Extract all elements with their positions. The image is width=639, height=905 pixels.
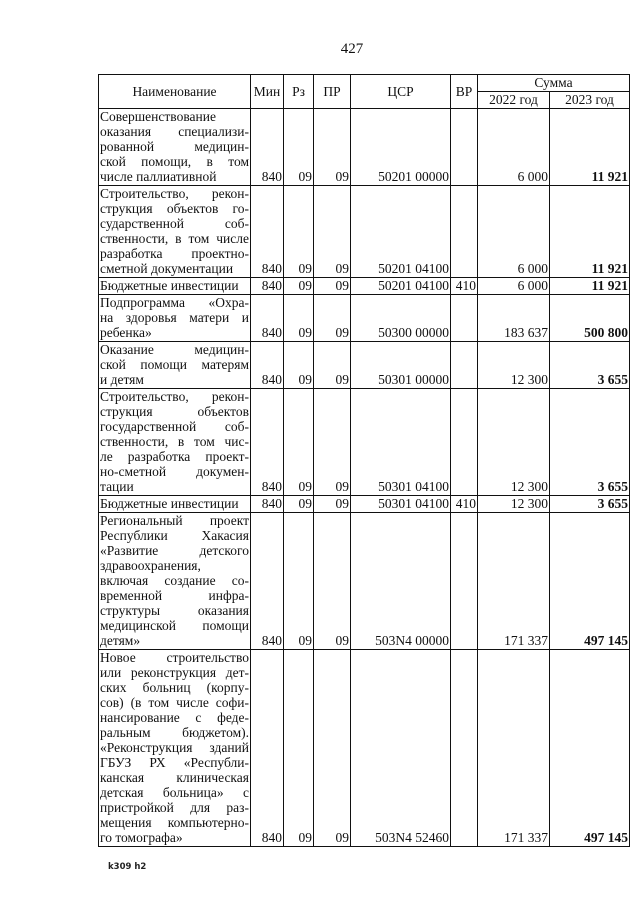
name-cell [99,513,251,650]
name-line: струкция объектов го- [100,201,249,216]
table-header [99,75,630,109]
name-line: ских больниц (корпу- [100,680,249,695]
y2022-cell: 171 337 [478,513,550,650]
name-line: детям» [100,633,141,648]
rz-cell: 09 [284,278,314,295]
name-line: но-сметной докумен- [100,464,249,479]
y2022-cell: 6 000 [478,278,550,295]
table-row [99,278,630,295]
name-line: сударственной соб- [100,216,249,231]
name-cell [99,342,251,389]
table-row [99,513,630,650]
name-cell [99,109,251,186]
vr-cell: 410 [451,278,478,295]
y2022-cell: 171 337 [478,650,550,847]
name-line: ственности, в том чис- [100,434,249,449]
name-cell [99,295,251,342]
name-line: Бюджетные инвестиции [100,496,239,511]
y2023-cell: 3 655 [550,389,630,496]
rz-cell: 09 [284,389,314,496]
name-line: числе паллиативной [100,169,217,184]
name-line: Региональный проект [100,513,249,528]
y2022-cell: 6 000 [478,186,550,278]
csr-cell: 50201 04100 [351,278,451,295]
csr-cell: 50301 04100 [351,496,451,513]
header-name: Наименование [99,75,251,109]
table-row [99,389,630,496]
csr-cell: 50201 00000 [351,109,451,186]
y2023-cell: 3 655 [550,342,630,389]
page-number: 427 [340,41,364,57]
csr-cell: 50301 00000 [351,342,451,389]
pr-cell: 09 [314,342,351,389]
budget-table [98,74,630,847]
name-cell [99,650,251,847]
y2022-cell: 183 637 [478,295,550,342]
rz-cell: 09 [284,186,314,278]
name-line: медицинской помощи [100,618,249,633]
y2022-cell: 6 000 [478,109,550,186]
header-2023: 2023 год [550,92,630,109]
name-line: здравоохранения, [100,558,201,573]
name-line: и детям [100,372,144,387]
header-sum: Сумма [478,75,630,92]
vr-cell: 410 [451,496,478,513]
y2023-cell: 497 145 [550,650,630,847]
name-cell [99,496,251,513]
header-csr: ЦСР [351,75,451,109]
rz-cell: 09 [284,650,314,847]
name-line: нансирование с феде- [100,710,249,725]
name-line: Строительство, рекон- [100,186,249,201]
header-min: Мин [251,75,284,109]
name-line: Подпрограмма «Охра- [100,295,249,310]
name-line: временной инфра- [100,588,249,603]
name-line: сов) (в том числе софи- [100,695,249,710]
name-line: сметной документации [100,261,234,276]
header-2022: 2022 год [478,92,550,109]
min-cell: 840 [251,186,284,278]
footer-code: k309 h2 [108,862,147,872]
y2022-cell: 12 300 [478,389,550,496]
table-row [99,295,630,342]
vr-cell [451,513,478,650]
name-cell [99,278,251,295]
name-line: Совершенствование [100,109,216,124]
csr-cell: 503N4 52460 [351,650,451,847]
name-line: государственной соб- [100,419,249,434]
name-line: оказания специализи- [100,124,249,139]
min-cell: 840 [251,109,284,186]
csr-cell: 503N4 00000 [351,513,451,650]
name-cell [99,389,251,496]
header-pr: ПР [314,75,351,109]
pr-cell: 09 [314,389,351,496]
name-line: разработка проектно- [100,246,249,261]
name-line: «Реконструкция зданий [100,740,249,755]
min-cell: 840 [251,342,284,389]
vr-cell [451,650,478,847]
y2023-cell: 3 655 [550,496,630,513]
min-cell: 840 [251,650,284,847]
pr-cell: 09 [314,650,351,847]
rz-cell: 09 [284,496,314,513]
table-row [99,109,630,186]
table-row [99,342,630,389]
pr-cell: 09 [314,496,351,513]
min-cell: 840 [251,389,284,496]
pr-cell: 09 [314,186,351,278]
name-line: Республики Хакасия [100,528,249,543]
name-line: го томографа» [100,830,183,845]
rz-cell: 09 [284,513,314,650]
name-cell [99,186,251,278]
name-line: ственности, в том числе [100,231,249,246]
min-cell: 840 [251,513,284,650]
name-line: Бюджетные инвестиции [100,278,239,293]
header-row [99,75,630,92]
y2023-cell: 11 921 [550,109,630,186]
pr-cell: 09 [314,109,351,186]
rz-cell: 09 [284,109,314,186]
name-line: ской помощи матерям [100,357,249,372]
table-body [99,109,630,847]
name-line: включая создание со- [100,573,249,588]
name-line: канская клиническая [100,770,249,785]
y2023-cell: 497 145 [550,513,630,650]
header-rz: Рз [284,75,314,109]
name-line: ральным бюджетом). [100,725,249,740]
name-line: Оказание медицин- [100,342,249,357]
vr-cell [451,389,478,496]
name-line: ле разработка проект- [100,449,249,464]
y2023-cell: 500 800 [550,295,630,342]
vr-cell [451,295,478,342]
name-line: на здоровья матери и [100,310,249,325]
name-line: детская больница» с [100,785,249,800]
name-line: Строительство, рекон- [100,389,249,404]
rz-cell: 09 [284,295,314,342]
pr-cell: 09 [314,278,351,295]
y2023-cell: 11 921 [550,278,630,295]
name-line: мещения компьютерно- [100,815,249,830]
vr-cell [451,342,478,389]
name-line: или реконструкция дет- [100,665,249,680]
header-vr: ВР [451,75,478,109]
name-line: ребенка» [100,325,152,340]
min-cell: 840 [251,295,284,342]
table-row [99,650,630,847]
name-line: тации [100,479,134,494]
min-cell: 840 [251,496,284,513]
csr-cell: 50301 04100 [351,389,451,496]
name-line: «Развитие детского [100,543,249,558]
name-line: рованной медицин- [100,139,249,154]
y2023-cell: 11 921 [550,186,630,278]
name-line: струкция объектов [100,404,249,419]
y2022-cell: 12 300 [478,342,550,389]
vr-cell [451,109,478,186]
table-row [99,496,630,513]
rz-cell: 09 [284,342,314,389]
min-cell: 840 [251,278,284,295]
name-line: Новое строительство [100,650,249,665]
pr-cell: 09 [314,513,351,650]
name-line: ской помощи, в том [100,154,249,169]
y2022-cell: 12 300 [478,496,550,513]
name-line: структуры оказания [100,603,249,618]
csr-cell: 50300 00000 [351,295,451,342]
table-row [99,186,630,278]
name-line: ГБУЗ РХ «Республи- [100,755,249,770]
csr-cell: 50201 04100 [351,186,451,278]
name-line: пристройкой для раз- [100,800,249,815]
pr-cell: 09 [314,295,351,342]
vr-cell [451,186,478,278]
